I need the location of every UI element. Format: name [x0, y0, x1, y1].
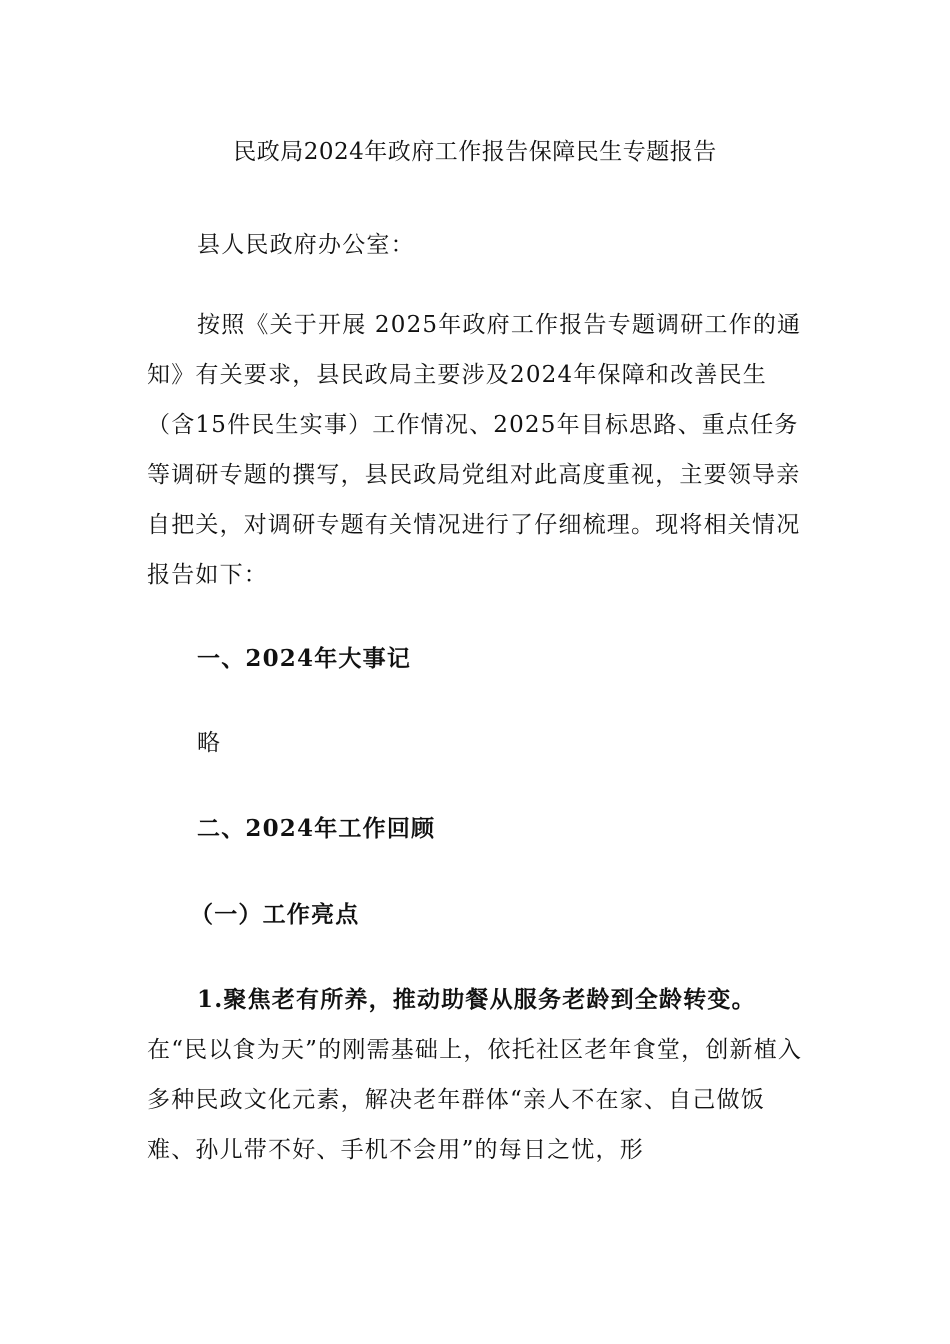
- document-title: 民政局2024年政府工作报告保障民生专题报告: [233, 139, 717, 165]
- section-1-heading: 一、2024年大事记: [197, 645, 412, 672]
- item-1-lead: 1.聚焦老有所养，推动助餐从服务老龄到全龄转变。: [197, 986, 756, 1013]
- section-1-body: 略: [197, 730, 222, 756]
- intro-paragraph: 按照《关于开展 2025年政府工作报告专题调研工作的通知》有关要求，县民政局主要涉及2024年保障和改善民生（含15件民生实事）工作情况、2025年目标思路、重点任务等调研专题的撰写，县民政局党组对此高度重视，主要领导亲自把关，对调研专题有关情况进行了仔细梳理。现将相关情况报告如下：: [147, 312, 802, 588]
- section-2-heading: 二、2024年工作回顾: [197, 815, 436, 842]
- item-1-paragraph: [147, 975, 807, 1175]
- item-1-body: 在“民以食为天”的刚需基础上，依托社区老年食堂，创新植入多种民政文化元素，解决老年群体“亲人不在家、自己做饭难、孙儿带不好、手机不会用”的每日之忧，形: [147, 1037, 803, 1163]
- subsection-1-heading: （一）工作亮点: [190, 901, 360, 928]
- salutation: 县人民政府办公室：: [197, 232, 415, 258]
